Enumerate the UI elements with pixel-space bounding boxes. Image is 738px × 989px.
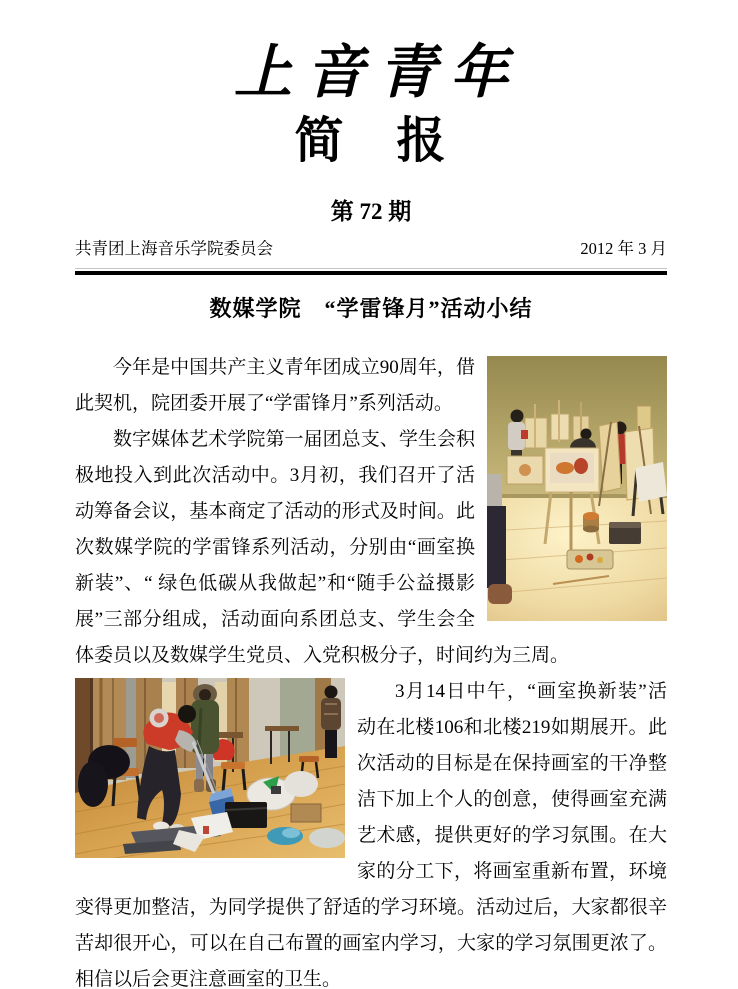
white-bag-2 bbox=[284, 771, 318, 797]
issue-number: 第 72 期 bbox=[330, 199, 412, 225]
black-box bbox=[225, 802, 267, 828]
publisher-name: 共青团上海音乐学院委员会 bbox=[75, 239, 273, 259]
paragraph-3: 3月14日中午，“画室换新装”活动在北楼106和北楼219如期展开。此次活动的目标是在保持画室的干净整洁下加上个人的创意，使得画室充满艺术感，提供更好的学习氛围。在大家的分工下，将画室重新布置，环境变得更加整洁，为同学提供了舒适的学习环境。活动过后，大家都很辛苦却很开心，可以在自己布置的画室内学习，大家的学习氛围更浓了。相信以后会更注意画室的卫生。 bbox=[75, 681, 667, 989]
divider-thick-line bbox=[75, 271, 667, 275]
plastic-wrap bbox=[309, 828, 345, 848]
desk-top-2 bbox=[265, 726, 299, 731]
palette-tray bbox=[567, 550, 613, 569]
publisher-row bbox=[75, 235, 667, 259]
paragraph-2: 数字媒体艺术学院第一届团总支、学生会积极地投入到此次活动中。3月初，我们召开了活动筹备会议，基本商定了活动的形式及时间。此次数媒学院的学雷锋系列活动，分别由“画室换新装”、“ 绿色低碳从我做起”和“随手公益摄影展”三部分组成，活动面向系团总支、学生会全体委员以及数媒学生党员、入党积极分子，时间约为三周。 bbox=[75, 429, 570, 667]
header-divider bbox=[75, 268, 667, 275]
publish-date: 2012 年 3 月 bbox=[580, 239, 667, 259]
classroom-cleaning-photo bbox=[75, 678, 345, 858]
masthead bbox=[75, 40, 667, 275]
article-body bbox=[75, 350, 667, 989]
paragraph-1: 今年是中国共产主义青年团成立90周年，借此契机，院团委开展了“学雷锋月”系列活动。 bbox=[75, 357, 475, 415]
article-headline: 数媒学院 “学雷锋月”活动小结 bbox=[209, 296, 533, 322]
masthead-title: 上音青年 bbox=[233, 40, 522, 105]
paint-box bbox=[609, 522, 641, 544]
paint-tin bbox=[583, 512, 599, 533]
masthead-subtitle: 简 报 bbox=[294, 113, 448, 168]
article bbox=[75, 292, 667, 989]
divider-thin-line bbox=[75, 268, 667, 269]
cardboard-box bbox=[291, 804, 321, 822]
art-studio-photo bbox=[487, 356, 667, 621]
